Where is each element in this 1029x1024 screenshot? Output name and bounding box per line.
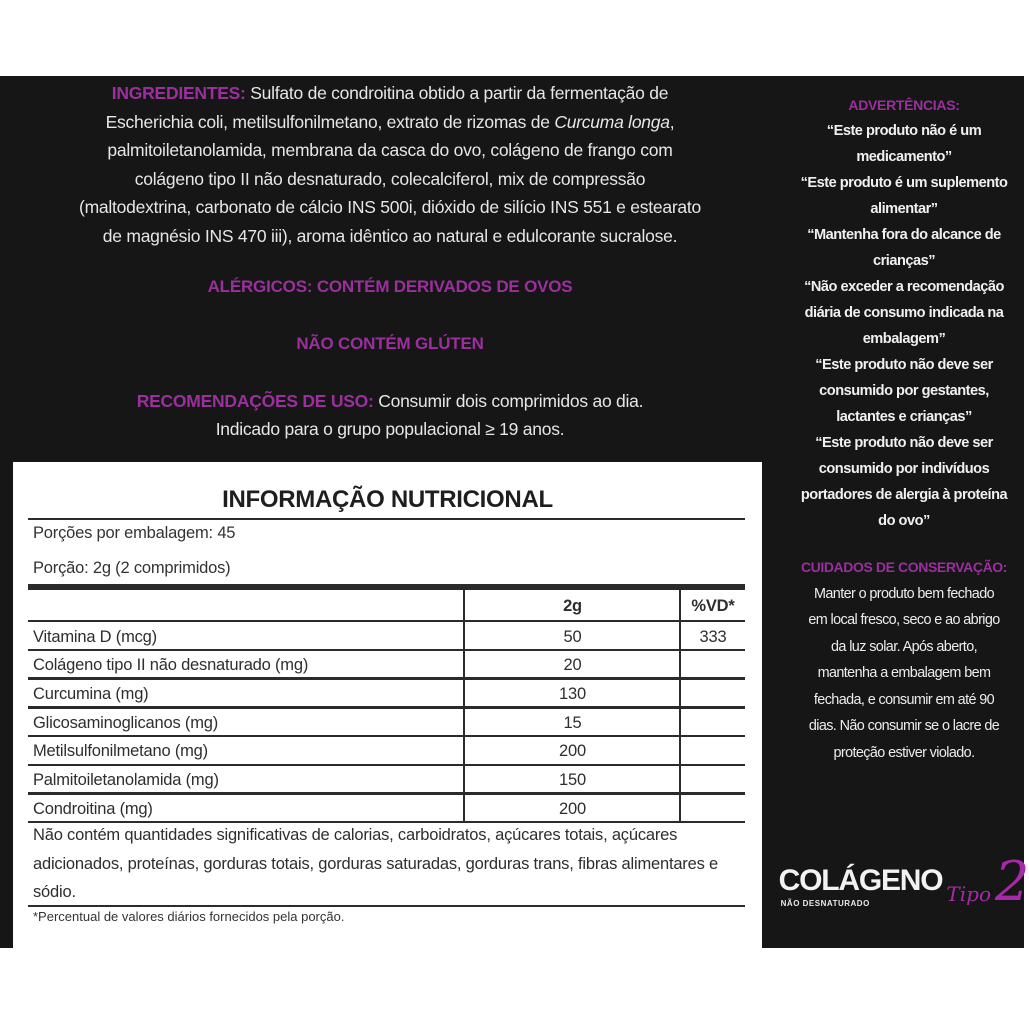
warnings-list: [784, 118, 1024, 534]
ingredients-line: Sulfato de condroitina obtido a partir da fermentação de: [245, 83, 669, 103]
nutrient-dv: [681, 795, 745, 823]
warning-line: embalagem”: [862, 331, 946, 347]
divider: [28, 905, 745, 907]
warning-line: “Este produto não deve ser: [815, 435, 993, 451]
usage-label: RECOMENDAÇÕES DE USO:: [136, 391, 374, 411]
storage-list: [784, 581, 1024, 767]
storage-line: em local fresco, seco e ao abrigo: [808, 612, 1000, 628]
nutrient-dv: [681, 709, 745, 737]
logo-subtitle: NÃO DESNATURADO: [780, 899, 870, 908]
warning-line: alimentar”: [870, 201, 938, 217]
storage-line: Manter o produto bem fechado: [814, 585, 994, 602]
ingredients-label: INGREDIENTES:: [111, 83, 246, 103]
nutrient-name: Vitamina D (mcg): [33, 627, 157, 646]
nutrient-name: Palmitoiletanolamida (mg): [33, 771, 219, 789]
footnote: *Percentual de valores diários fornecidos pela porção.: [33, 909, 345, 924]
warnings-section: [784, 92, 1024, 534]
ingredients-line: (maltodextrina, carbonato de cálcio INS 500i, dióxido de silício INS 551 e estearato: [79, 197, 701, 218]
column-header-dv: %VD*: [691, 597, 735, 615]
nutrient-amount: 15: [563, 713, 582, 732]
thick-divider: [28, 584, 745, 590]
nutrient-amount: 50: [563, 627, 582, 646]
column-header-amount: 2g: [563, 597, 582, 615]
storage-line: mantenha a embalagem bem: [817, 665, 991, 681]
warning-line: consumido por indivíduos: [818, 461, 990, 477]
divider: [28, 518, 745, 520]
brand-logo: [778, 810, 1029, 913]
storage-section: [784, 554, 1024, 766]
nutrient-amount: 200: [559, 742, 586, 761]
nutrient-dv: [681, 737, 745, 765]
logo-tipo: Tipo: [946, 882, 991, 906]
row-divider: [28, 821, 745, 824]
warning-line: consumido por gestantes,: [819, 383, 989, 399]
logo-text-block: [779, 864, 943, 910]
warning-line: “Não exceder a recomendação: [804, 279, 1004, 295]
warning-line: portadores de alergia à proteína: [800, 487, 1008, 503]
usage-line: Consumir dois comprimidos ao dia.: [373, 391, 644, 411]
storage-line: dias. Não consumir se o lacre de: [808, 718, 1000, 734]
storage-line: fechada, e consumir em até 90: [813, 691, 995, 708]
warning-line: do ovo”: [878, 513, 930, 529]
gluten-statement: NÃO CONTÉM GLÚTEN: [296, 334, 484, 353]
storage-line: proteção estiver violado.: [833, 744, 975, 761]
nutrient-dv: [681, 766, 745, 794]
ingredients-line: Escherichia coli, metilsulfonilmetano, extrato de rizomas de: [105, 111, 555, 132]
nutrient-amount: 20: [563, 656, 582, 675]
nutrition-title: INFORMAÇÃO NUTRICIONAL: [222, 486, 553, 513]
serving-size: Porção: 2g (2 comprimidos): [33, 559, 231, 577]
warning-line: diária de consumo indicada na: [804, 305, 1004, 321]
nutrient-name: Metilsulfonilmetano (mg): [33, 742, 208, 761]
nutrient-dv: [681, 651, 745, 679]
logo-number: 2: [995, 850, 1029, 913]
ingredients-line: colágeno tipo II não desnaturado, colecalciferol, mix de compressão: [134, 168, 646, 189]
nutrient-dv: [681, 680, 745, 708]
nutrient-amount: 150: [559, 771, 586, 789]
storage-title: CUIDADOS DE CONSERVAÇÃO:: [800, 559, 1008, 575]
nutrient-name: Colágeno tipo II não desnaturado (mg): [33, 656, 309, 675]
warning-line: medicamento”: [856, 149, 952, 165]
warning-line: crianças”: [872, 253, 936, 269]
nutrition-note: Não contém quantidades significativas de calorias, carboidratos, açúcares totais, açúcares adicionados, proteínas, gorduras totais, gorduras saturadas, gorduras trans, fibras alimentares e sódio.: [33, 826, 718, 901]
warning-line: “Este produto é um suplemento: [800, 175, 1008, 191]
usage-recommendations: [0, 387, 780, 443]
warning-line: “Este produto não é um: [826, 123, 982, 139]
servings-per-package: Porções por embalagem: 45: [33, 524, 236, 542]
warnings-title: ADVERTÊNCIAS:: [848, 97, 960, 113]
ingredients-italic: Curcuma longa: [554, 111, 670, 132]
ingredients-text: [0, 79, 780, 251]
warning-line: “Este produto não deve ser: [815, 357, 993, 373]
nutrient-name: Curcumina (mg): [33, 684, 149, 703]
ingredients-line: palmitoiletanolamida, membrana da casca do ovo, colágeno de frango com: [107, 140, 673, 161]
ingredients-line: de magnésio INS 470 iii), aroma idêntico ao natural e edulcorante sucralose.: [102, 225, 678, 246]
warning-line: lactantes e crianças”: [836, 409, 972, 425]
logo-word: COLÁGENO: [778, 864, 943, 897]
nutrition-facts-panel: [13, 462, 762, 948]
nutrient-amount: 200: [559, 799, 586, 818]
nutrient-amount: 130: [559, 684, 586, 703]
allergen-warning: ALÉRGICOS: CONTÉM DERIVADOS DE OVOS: [207, 277, 573, 296]
usage-line: Indicado para o grupo populacional ≥ 19 anos.: [215, 419, 565, 439]
ingredients-line: ,: [669, 111, 675, 132]
ingredients-section: [0, 79, 780, 251]
nutrient-name: Glicosaminoglicanos (mg): [33, 713, 219, 732]
nutrient-dv: 333: [699, 627, 727, 646]
warning-line: “Mantenha fora do alcance de: [807, 227, 1001, 243]
nutrient-name: Condroitina (mg): [33, 799, 153, 818]
storage-line: da luz solar. Após aberto,: [831, 638, 977, 655]
